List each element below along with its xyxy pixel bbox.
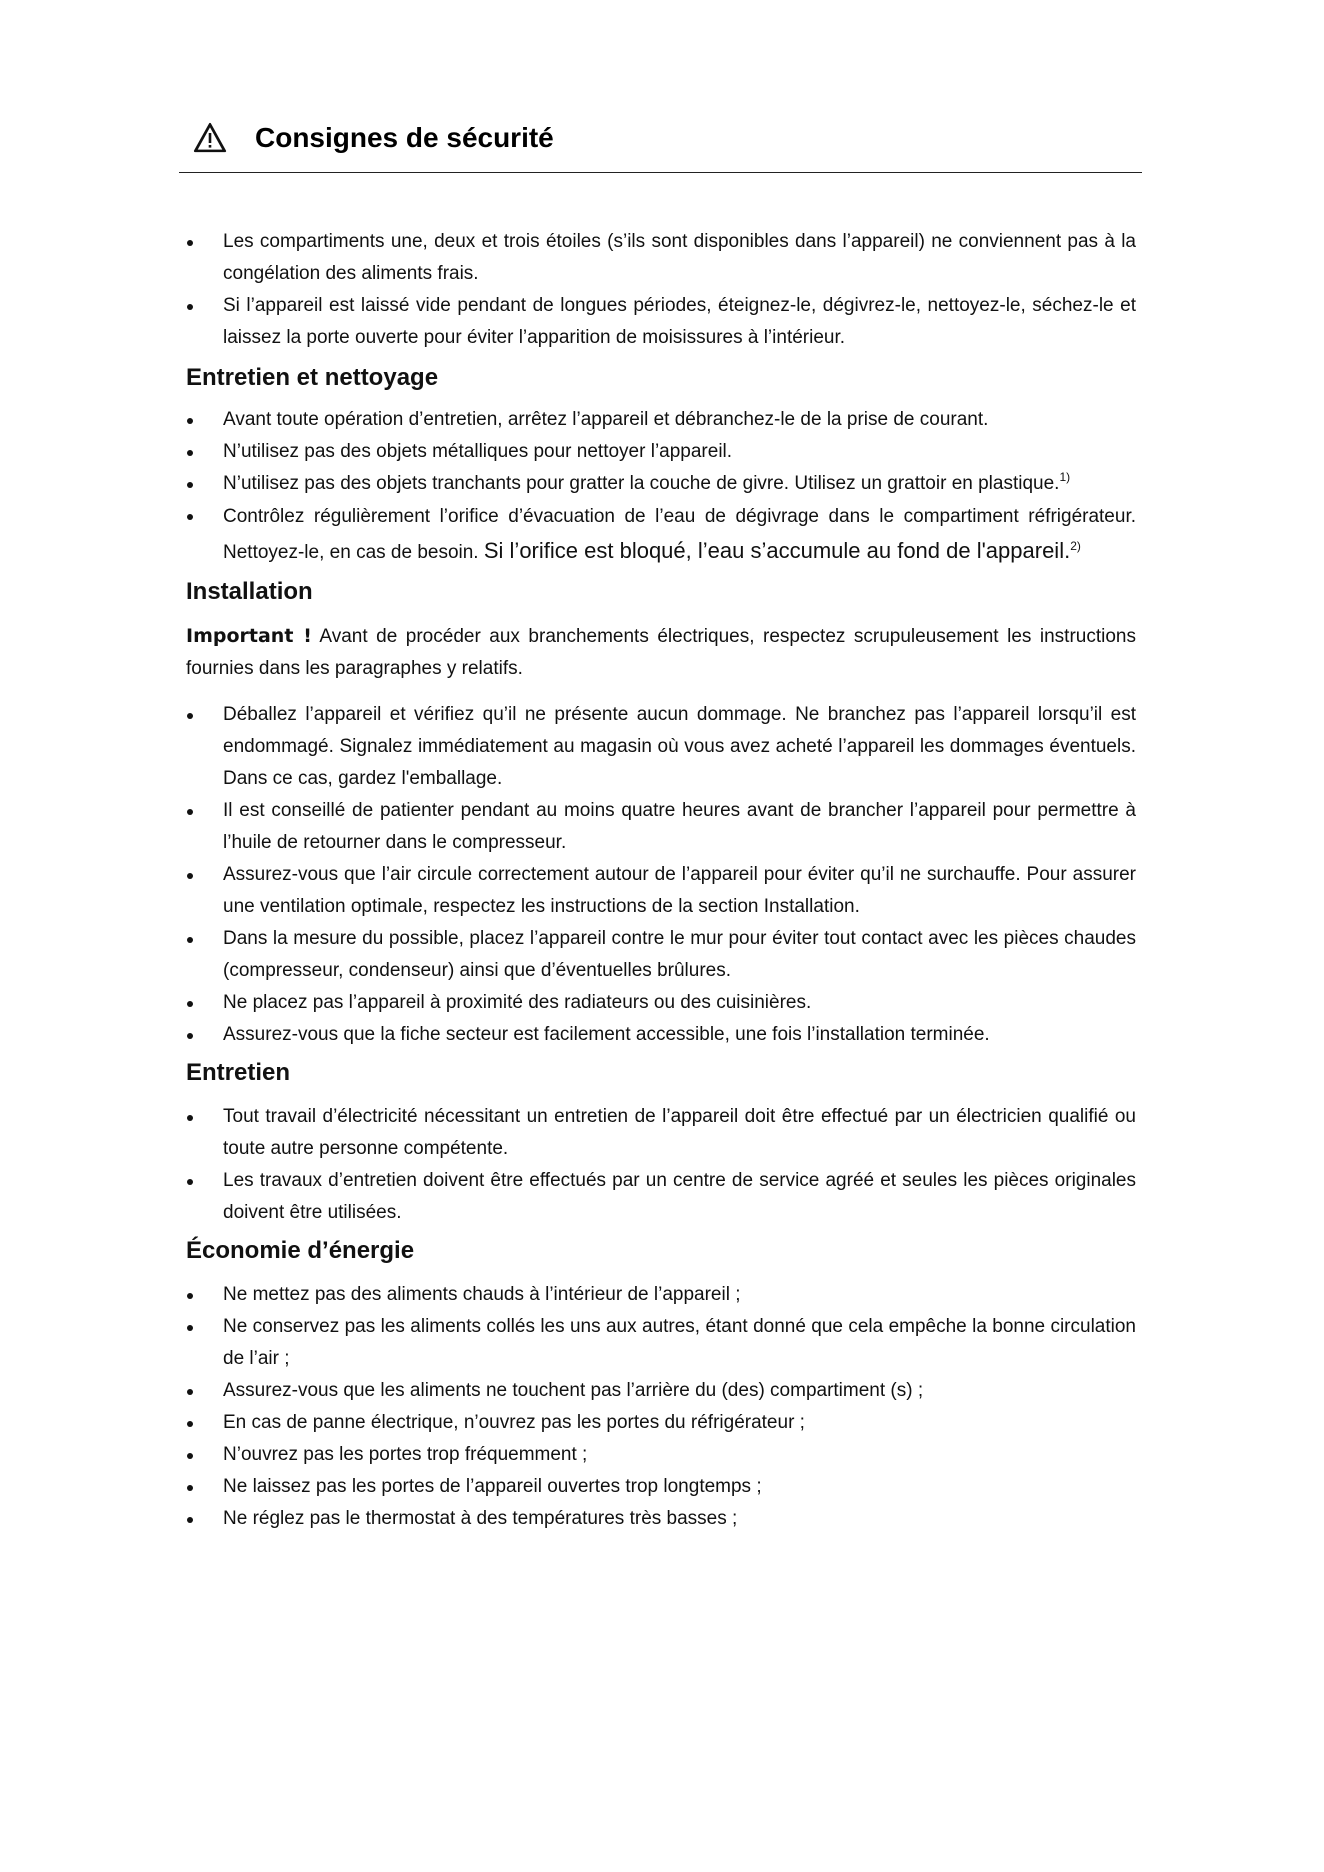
list-item: Les compartiments une, deux et trois étoiles (s’ils sont disponibles dans l’appareil) ne conviennent pas à la congélation des aliments frais. — [186, 226, 1136, 290]
list-item-text-large: Si l’orifice est bloqué, l’eau s’accumule au fond de l'appareil. — [483, 538, 1071, 563]
section-heading-entretien: Entretien — [186, 1059, 291, 1086]
list-item: En cas de panne électrique, n’ouvrez pas les portes du réfrigérateur ; — [186, 1407, 1136, 1439]
section-heading-installation: Installation — [186, 578, 313, 605]
list-item — [186, 500, 1136, 570]
warning-triangle-icon — [193, 122, 227, 154]
list-item: Assurez-vous que la fiche secteur est facilement accessible, une fois l’installation terminée. — [186, 1019, 1136, 1051]
installation-intro-text: Avant de procéder aux branchements électriques, respectez scrupuleusement les instructions fournies dans les paragraphes y relatifs. — [186, 626, 1136, 679]
list-item: Tout travail d’électricité nécessitant un entretien de l’appareil doit être effectué par un électricien qualifié ou toute autre personne compétente. — [186, 1101, 1136, 1165]
list-item: N’utilisez pas des objets métalliques pour nettoyer l’appareil. — [186, 436, 1136, 468]
header-divider — [179, 172, 1142, 173]
entretien-nettoyage-list — [186, 404, 1136, 570]
list-item — [186, 468, 1136, 500]
footnote-ref: 1) — [1059, 470, 1071, 484]
list-item: Il est conseillé de patienter pendant au moins quatre heures avant de brancher l’appareil pour permettre à l’huile de retourner dans le compresseur. — [186, 795, 1136, 859]
list-item-text: N’utilisez pas des objets tranchants pour gratter la couche de givre. Utilisez un grattoir en plastique. — [223, 473, 1060, 494]
list-item: Ne laissez pas les portes de l’appareil ouvertes trop longtemps ; — [186, 1471, 1136, 1503]
list-item: Assurez-vous que l’air circule correctement autour de l’appareil pour éviter qu’il ne surchauffe. Pour assurer une ventilation optimale, respectez les instructions de la section Installation. — [186, 859, 1136, 923]
list-item: Les travaux d’entretien doivent être effectués par un centre de service agréé et seules les pièces originales doivent être utilisées. — [186, 1165, 1136, 1229]
list-item: Dans la mesure du possible, placez l’appareil contre le mur pour éviter tout contact avec les pièces chaudes (compresseur, condenseur) ainsi que d’éventuelles brûlures. — [186, 923, 1136, 987]
main-content — [186, 226, 1136, 1535]
list-item: Ne conservez pas les aliments collés les uns aux autres, étant donné que cela empêche la bonne circulation de l’air ; — [186, 1311, 1136, 1375]
list-item: Si l’appareil est laissé vide pendant de longues périodes, éteignez-le, dégivrez-le, nettoyez-le, séchez-le et laissez la porte ouverte pour éviter l’apparition de moisissures à l’intérieur. — [186, 290, 1136, 354]
page-header — [179, 118, 1142, 174]
list-item: Déballez l’appareil et vérifiez qu’il ne présente aucun dommage. Ne branchez pas l’appareil lorsqu’il est endommagé. Signalez immédiatement au magasin où vous avez acheté l’appareil les dommages éventuels. Dans ce cas, gardez l'emballage. — [186, 699, 1136, 795]
footnote-ref: 2) — [1070, 539, 1081, 553]
intro-list — [186, 226, 1136, 354]
economie-list — [186, 1279, 1136, 1535]
list-item: Ne mettez pas des aliments chauds à l’intérieur de l’appareil ; — [186, 1279, 1136, 1311]
installation-list — [186, 699, 1136, 1051]
list-item: Assurez-vous que les aliments ne touchent pas l’arrière du (des) compartiment (s) ; — [186, 1375, 1136, 1407]
entretien-list — [186, 1101, 1136, 1229]
page-title: Consignes de sécurité — [255, 122, 554, 153]
section-heading-economie-energie: Économie d’énergie — [186, 1237, 415, 1264]
important-label: Important ! — [186, 625, 312, 647]
list-item: Ne placez pas l’appareil à proximité des radiateurs ou des cuisinières. — [186, 987, 1136, 1019]
list-item: Avant toute opération d’entretien, arrêtez l’appareil et débranchez-le de la prise de courant. — [186, 404, 1136, 436]
installation-intro — [186, 620, 1136, 685]
list-item: N’ouvrez pas les portes trop fréquemment ; — [186, 1439, 1136, 1471]
list-item-text: Contrôlez régulièrement l’orifice d’évacuation de l’eau de dégivrage dans le compartiment réfrigérateur. Nettoyez-le, en cas de besoin. — [223, 506, 1136, 563]
list-item: Ne réglez pas le thermostat à des températures très basses ; — [186, 1503, 1136, 1535]
section-heading-entretien-nettoyage: Entretien et nettoyage — [186, 364, 439, 391]
